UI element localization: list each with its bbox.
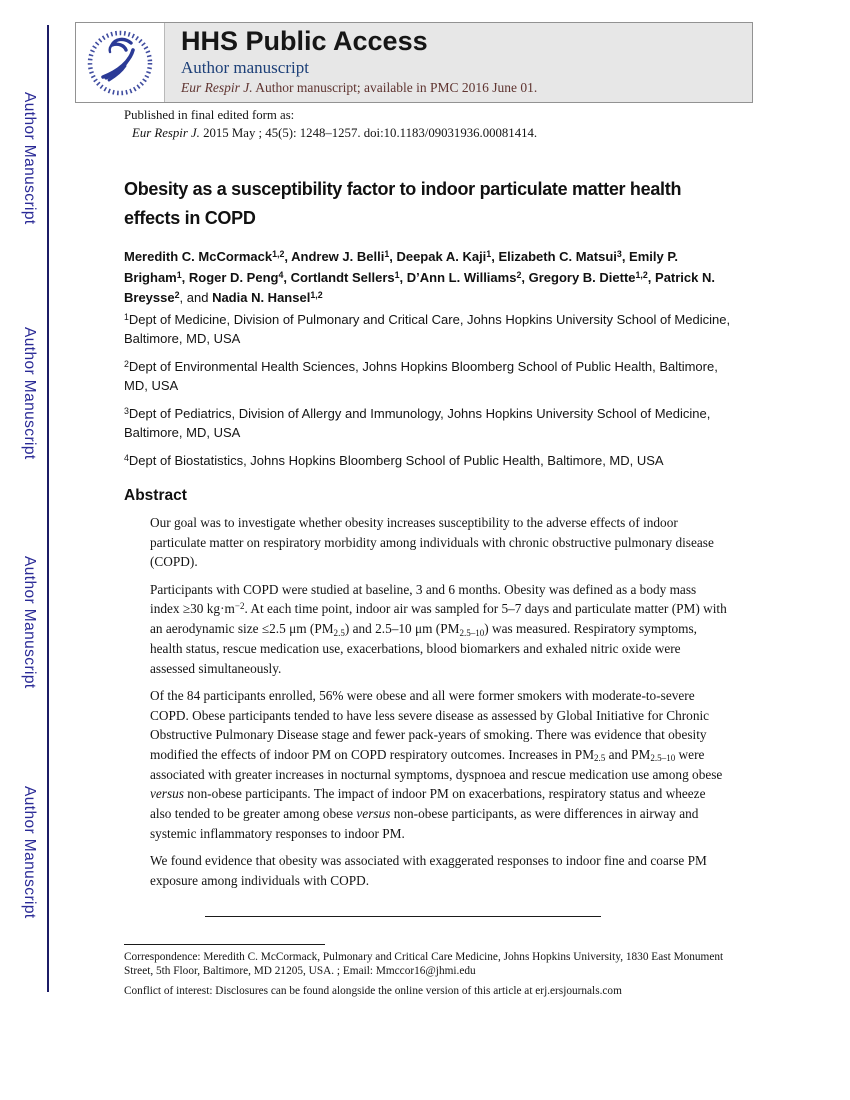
- footnote-rule: [124, 944, 325, 945]
- published-label: Published in final edited form as:: [124, 108, 295, 122]
- affiliation-2: $^2$Dept of Environmental Health Sciences, Johns Hopkins Bloomberg School of Public Health, Baltimore, MD, USA: [124, 359, 718, 393]
- conflict-of-interest-note: Conflict of interest: Disclosures can be found alongside the online version of this article at erj.ersjournals.com: [124, 984, 622, 997]
- hhs-banner-title: HHS Public Access: [181, 26, 428, 56]
- sidebar-watermark-author-manuscript: Author Manuscript: [21, 786, 38, 919]
- affiliation-1: $^1$Dept of Medicine, Division of Pulmonary and Critical Care, Johns Hopkins University School of Medicine, Baltimore, MD, USA: [124, 312, 731, 346]
- abstract-divider-rule: [205, 916, 601, 917]
- abstract-body: [150, 513, 728, 898]
- abstract-paragraph-1: Our goal was to investigate whether obesity increases susceptibility to the adverse effects of indoor particulate matter on respiratory morbidity among individuals with chronic obstructive pulmonary disease (COPD).: [150, 515, 714, 570]
- sidebar-watermark-author-manuscript: Author Manuscript: [21, 92, 38, 225]
- sidebar-watermark-author-manuscript: Author Manuscript: [21, 327, 38, 460]
- journal-citation: Eur Respir J. 2015 May ; 45(5): 1248–1257. doi:10.1183/09031936.00081414.: [132, 126, 538, 140]
- abstract-paragraph-3: Of the 84 participants enrolled, 56% were obese and all were former smokers with moderate-to-severe COPD. Obese participants tended to have less severe disease as assessed by Global Initiative for Chronic Obstructive Pulmonary Disease stage and fewer pack-years of smoking. There was evidence that obesity modified the effects of indoor PM on COPD respiratory outcomes. Increases in $PM_{2.5}$ and $PM_{2.5-10}$ were associated with greater increases in nocturnal symptoms, dyspnoea and rescue medication use among obese versus non-obese participants. The impact of indoor PM on exacerbations, respiratory status and wheeze also tended to be greater among obese versus non-obese participants, as were differences in airway and systemic inflammatory responses to indoor PM.: [150, 687, 723, 841]
- affiliation-4: $^4$Dept of Biostatistics, Johns Hopkins Bloomberg School of Public Health, Baltimore, MD, USA: [124, 453, 664, 468]
- affiliation-3: $^3$Dept of Pediatrics, Division of Allergy and Immunology, Johns Hopkins University School of Medicine, Baltimore, MD, USA: [124, 406, 711, 440]
- abstract-heading: Abstract: [124, 487, 187, 504]
- sidebar-watermark-author-manuscript: Author Manuscript: [21, 556, 38, 689]
- correspondence-note: Correspondence: Meredith C. McCormack, Pulmonary and Critical Care Medicine, Johns Hopkins University, 1830 East Monument Street, 5th Floor, Baltimore, MD 21205, USA. ; Email: Mmccor16@jhmi.edu: [124, 951, 724, 977]
- hhs-logo-box: [76, 23, 165, 102]
- hhs-banner-subtitle: Author manuscript: [181, 58, 309, 77]
- abstract-paragraph-4: We found evidence that obesity was associated with exaggerated responses to indoor fine and coarse PM exposure among individuals with COPD.: [150, 853, 707, 888]
- footnotes-block: [124, 951, 738, 1005]
- hhs-eagle-seal-icon: [85, 28, 155, 98]
- article-title: Obesity as a susceptibility factor to indoor particulate matter health effects in COPD: [124, 179, 682, 228]
- hhs-public-access-banner: [75, 22, 753, 103]
- affiliations-block: [124, 310, 742, 479]
- hhs-banner-availability: Eur Respir J. Author manuscript; available in PMC 2016 June 01.: [181, 80, 538, 95]
- abstract-paragraph-2: Participants with COPD were studied at baseline, 3 and 6 months. Obesity was defined as a body mass index ≥30 $kg\cdot m^{-2}$. At each time point, indoor air was sampled for 5–7 days and particulate matter (PM) with an aerodynamic size ≤2.5 μm $(PM_{2.5})$ and 2.5–10 μm $(PM_{2.5-10})$ was measured. Respiratory symptoms, health status, rescue medication use, exacerbations, blood biomarkers and exhaled nitric oxide were assessed simultaneously.: [150, 581, 727, 676]
- published-citation-block: [124, 107, 537, 141]
- author-list: Meredith C. McCormack$^{1,2}$, Andrew J. Belli$^1$, Deepak A. Kaji$^1$, Elizabeth C. Matsui$^3$, Emily P. Brigham$^1$, Roger D. Peng$^4$, Cortlandt Sellers$^1$, D’Ann L. Williams$^2$, Gregory B. Diette$^{1,2}$, Patrick N. Breysse$^2$, and Nadia N. Hansel$^{1,2}$: [124, 249, 715, 305]
- sidebar-vertical-rule: [47, 25, 49, 992]
